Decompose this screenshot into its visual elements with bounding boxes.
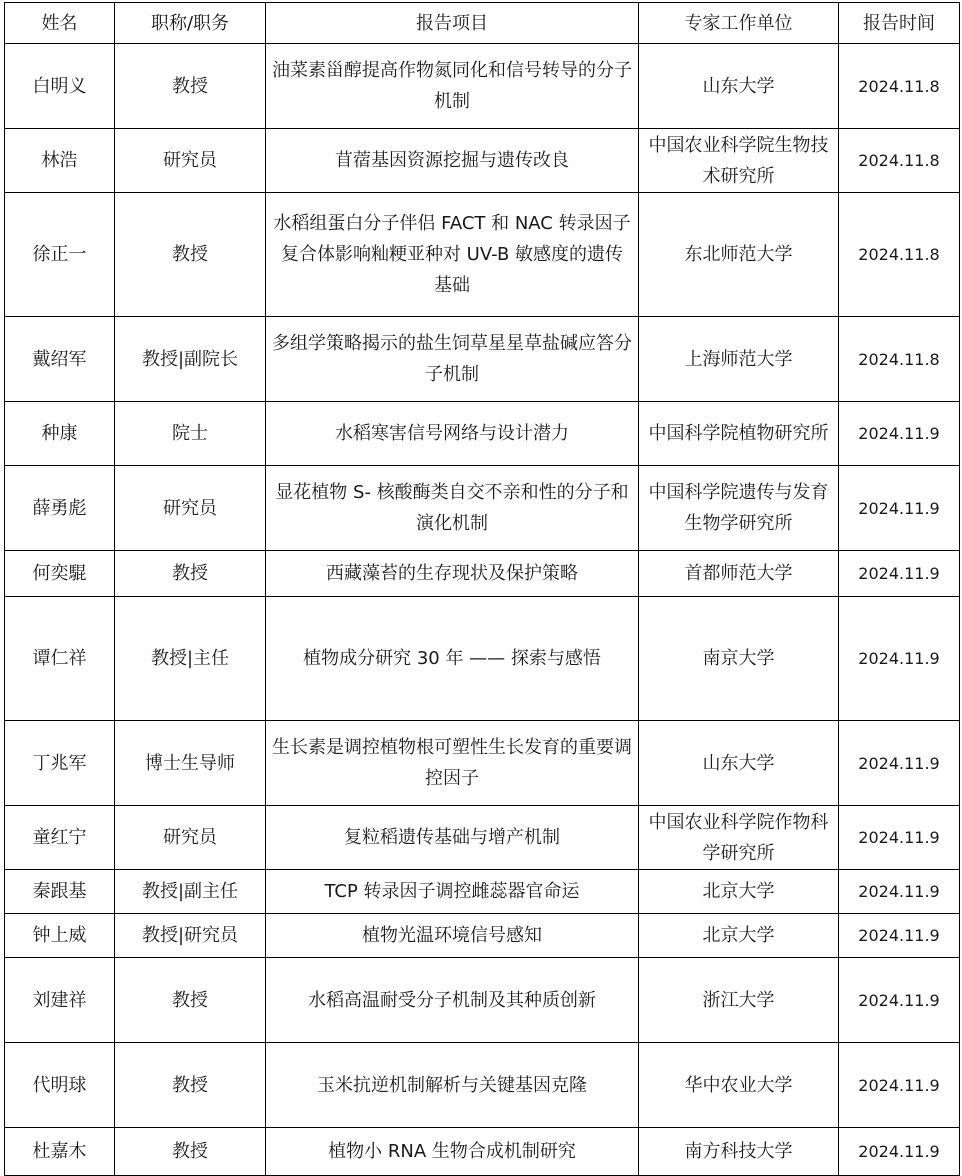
header-title: 职称/职务 (115, 3, 266, 44)
cell-date: 2024.11.9 (839, 1043, 960, 1128)
cell-title: 教授 (115, 193, 266, 317)
cell-name: 代明球 (5, 1043, 115, 1128)
cell-title: 教授|研究员 (115, 914, 266, 958)
cell-title: 研究员 (115, 129, 266, 193)
cell-date: 2024.11.9 (839, 466, 960, 551)
header-topic: 报告项目 (266, 3, 639, 44)
table-row (5, 129, 960, 193)
cell-topic: 水稻组蛋白分子伴侣 FACT 和 NAC 转录因子复合体影响籼粳亚种对 UV-B 敏感度的遗传基础 (266, 193, 639, 317)
cell-title: 教授|主任 (115, 597, 266, 721)
cell-date: 2024.11.9 (839, 551, 960, 597)
cell-org: 首都师范大学 (639, 551, 839, 597)
cell-org: 山东大学 (639, 44, 839, 129)
cell-date: 2024.11.9 (839, 597, 960, 721)
cell-topic: 复粒稻遗传基础与增产机制 (266, 806, 639, 870)
cell-title: 教授 (115, 1043, 266, 1128)
table-row (5, 870, 960, 914)
schedule-sheet (4, 2, 960, 1176)
cell-date: 2024.11.8 (839, 317, 960, 402)
cell-date: 2024.11.9 (839, 958, 960, 1043)
table-row (5, 402, 960, 466)
table-row (5, 721, 960, 806)
cell-date: 2024.11.8 (839, 193, 960, 317)
cell-name: 徐正一 (5, 193, 115, 317)
cell-topic: 多组学策略揭示的盐生饲草星星草盐碱应答分子机制 (266, 317, 639, 402)
cell-org: 山东大学 (639, 721, 839, 806)
cell-title: 研究员 (115, 466, 266, 551)
cell-topic: 植物成分研究 30 年 —— 探索与感悟 (266, 597, 639, 721)
cell-title: 教授|副主任 (115, 870, 266, 914)
cell-topic: 西藏藻苔的生存现状及保护策略 (266, 551, 639, 597)
cell-topic: 水稻寒害信号网络与设计潜力 (266, 402, 639, 466)
table-body (5, 44, 960, 1176)
cell-topic: 玉米抗逆机制解析与关键基因克隆 (266, 1043, 639, 1128)
table-row (5, 1128, 960, 1176)
cell-name: 钟上威 (5, 914, 115, 958)
cell-title: 博士生导师 (115, 721, 266, 806)
cell-date: 2024.11.9 (839, 721, 960, 806)
cell-topic: 油菜素甾醇提高作物氮同化和信号转导的分子机制 (266, 44, 639, 129)
cell-topic: 水稻高温耐受分子机制及其种质创新 (266, 958, 639, 1043)
cell-name: 何奕騉 (5, 551, 115, 597)
cell-org: 中国科学院遗传与发育生物学研究所 (639, 466, 839, 551)
table-row (5, 193, 960, 317)
cell-date: 2024.11.9 (839, 914, 960, 958)
cell-topic: 植物小 RNA 生物合成机制研究 (266, 1128, 639, 1176)
cell-topic: 植物光温环境信号感知 (266, 914, 639, 958)
cell-topic: 显花植物 S- 核酸酶类自交不亲和性的分子和演化机制 (266, 466, 639, 551)
cell-date: 2024.11.9 (839, 870, 960, 914)
report-schedule-table (4, 2, 960, 1176)
cell-date: 2024.11.8 (839, 44, 960, 129)
header-name: 姓名 (5, 3, 115, 44)
table-row (5, 914, 960, 958)
cell-name: 林浩 (5, 129, 115, 193)
cell-name: 谭仁祥 (5, 597, 115, 721)
table-row (5, 958, 960, 1043)
cell-name: 薛勇彪 (5, 466, 115, 551)
cell-title: 教授 (115, 1128, 266, 1176)
cell-name: 童红宁 (5, 806, 115, 870)
table-row (5, 551, 960, 597)
cell-org: 华中农业大学 (639, 1043, 839, 1128)
cell-date: 2024.11.9 (839, 1128, 960, 1176)
cell-date: 2024.11.9 (839, 402, 960, 466)
cell-org: 浙江大学 (639, 958, 839, 1043)
cell-date: 2024.11.9 (839, 806, 960, 870)
cell-title: 教授|副院长 (115, 317, 266, 402)
cell-date: 2024.11.8 (839, 129, 960, 193)
cell-title: 研究员 (115, 806, 266, 870)
cell-org: 南京大学 (639, 597, 839, 721)
cell-org: 北京大学 (639, 914, 839, 958)
cell-name: 刘建祥 (5, 958, 115, 1043)
cell-title: 教授 (115, 551, 266, 597)
table-row (5, 1043, 960, 1128)
cell-topic: 生长素是调控植物根可塑性生长发育的重要调控因子 (266, 721, 639, 806)
table-row (5, 317, 960, 402)
cell-org: 北京大学 (639, 870, 839, 914)
cell-name: 白明义 (5, 44, 115, 129)
cell-org: 中国农业科学院生物技术研究所 (639, 129, 839, 193)
cell-org: 南方科技大学 (639, 1128, 839, 1176)
cell-org: 上海师范大学 (639, 317, 839, 402)
header-date: 报告时间 (839, 3, 960, 44)
cell-name: 戴绍军 (5, 317, 115, 402)
cell-topic: 苜蓿基因资源挖掘与遗传改良 (266, 129, 639, 193)
cell-org: 中国科学院植物研究所 (639, 402, 839, 466)
table-row (5, 466, 960, 551)
cell-title: 院士 (115, 402, 266, 466)
header-org: 专家工作单位 (639, 3, 839, 44)
table-row (5, 44, 960, 129)
cell-name: 种康 (5, 402, 115, 466)
cell-topic: TCP 转录因子调控雌蕊器官命运 (266, 870, 639, 914)
cell-title: 教授 (115, 958, 266, 1043)
table-row (5, 806, 960, 870)
header-row (5, 3, 960, 44)
cell-name: 杜嘉木 (5, 1128, 115, 1176)
cell-org: 中国农业科学院作物科学研究所 (639, 806, 839, 870)
cell-org: 东北师范大学 (639, 193, 839, 317)
cell-title: 教授 (115, 44, 266, 129)
cell-name: 秦跟基 (5, 870, 115, 914)
cell-name: 丁兆军 (5, 721, 115, 806)
table-row (5, 597, 960, 721)
